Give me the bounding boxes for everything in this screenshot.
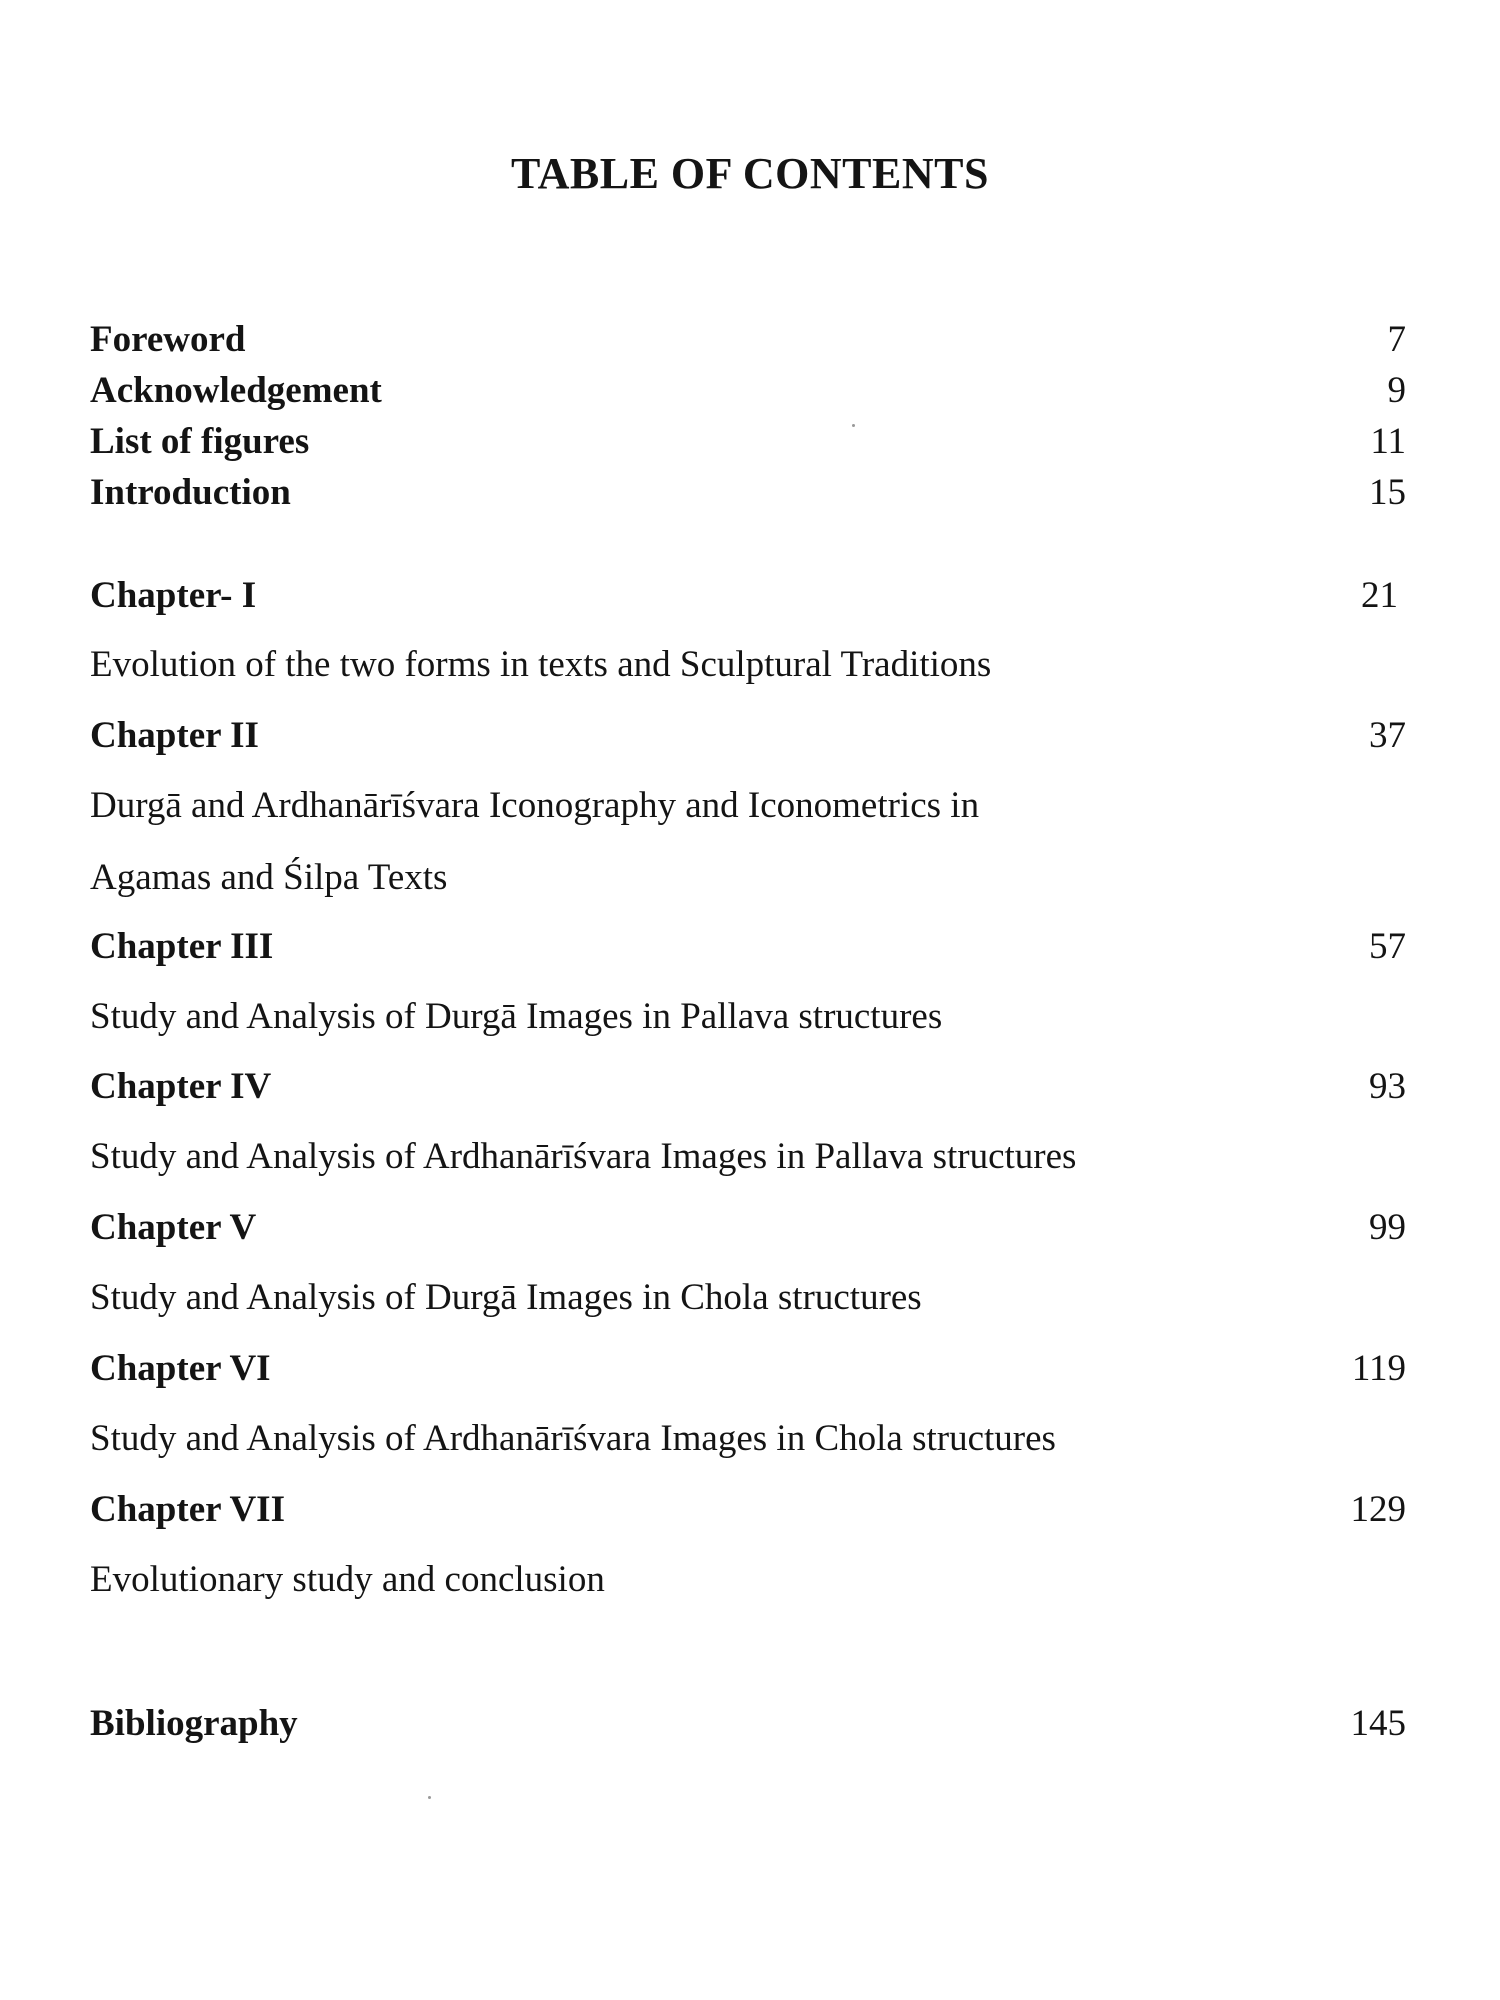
chapter-description: Study and Analysis of Ardhanārīśvara Images in Pallava structures <box>90 1136 1077 1177</box>
page-title: TABLE OF CONTENTS <box>511 149 989 198</box>
toc-entry-page: 15 <box>1369 472 1406 513</box>
chapter-page: 21 <box>1361 575 1398 616</box>
toc-entry-label: Acknowledgement <box>90 370 382 411</box>
chapter-page: 119 <box>1351 1348 1406 1389</box>
scan-speck <box>852 424 855 427</box>
chapter-heading: Chapter VII <box>90 1489 285 1530</box>
chapter-heading: Chapter III <box>90 926 274 967</box>
chapter-description: Agamas and Śilpa Texts <box>90 857 448 898</box>
chapter-description: Evolution of the two forms in texts and Sculptural Traditions <box>90 644 992 685</box>
chapter-heading: Chapter V <box>90 1207 257 1248</box>
toc-entry-page: 9 <box>1387 370 1406 411</box>
scan-speck <box>428 1796 431 1799</box>
chapter-page: 37 <box>1369 715 1406 756</box>
chapter-heading: Chapter- I <box>90 575 257 616</box>
chapter-page: 99 <box>1369 1207 1406 1248</box>
toc-entry-label: List of figures <box>90 421 310 462</box>
chapter-description: Study and Analysis of Durgā Images in Pallava structures <box>90 996 943 1037</box>
toc-entry-label: Bibliography <box>90 1703 298 1744</box>
chapter-heading: Chapter II <box>90 715 259 756</box>
chapter-description: Study and Analysis of Ardhanārīśvara Images in Chola structures <box>90 1418 1056 1459</box>
toc-entry-page: 11 <box>1370 421 1406 462</box>
toc-entry-page: 7 <box>1387 319 1406 360</box>
chapter-heading: Chapter IV <box>90 1066 272 1107</box>
chapter-page: 129 <box>1350 1489 1406 1530</box>
chapter-page: 57 <box>1369 926 1406 967</box>
toc-entry-page: 145 <box>1350 1703 1406 1744</box>
toc-entry-label: Foreword <box>90 319 246 360</box>
chapter-description: Study and Analysis of Durgā Images in Chola structures <box>90 1277 922 1318</box>
chapter-description: Durgā and Ardhanārīśvara Iconography and Iconometrics in <box>90 785 980 826</box>
chapter-heading: Chapter VI <box>90 1348 271 1389</box>
chapter-page: 93 <box>1369 1066 1406 1107</box>
toc-entry-label: Introduction <box>90 472 291 513</box>
chapter-description: Evolutionary study and conclusion <box>90 1559 605 1600</box>
